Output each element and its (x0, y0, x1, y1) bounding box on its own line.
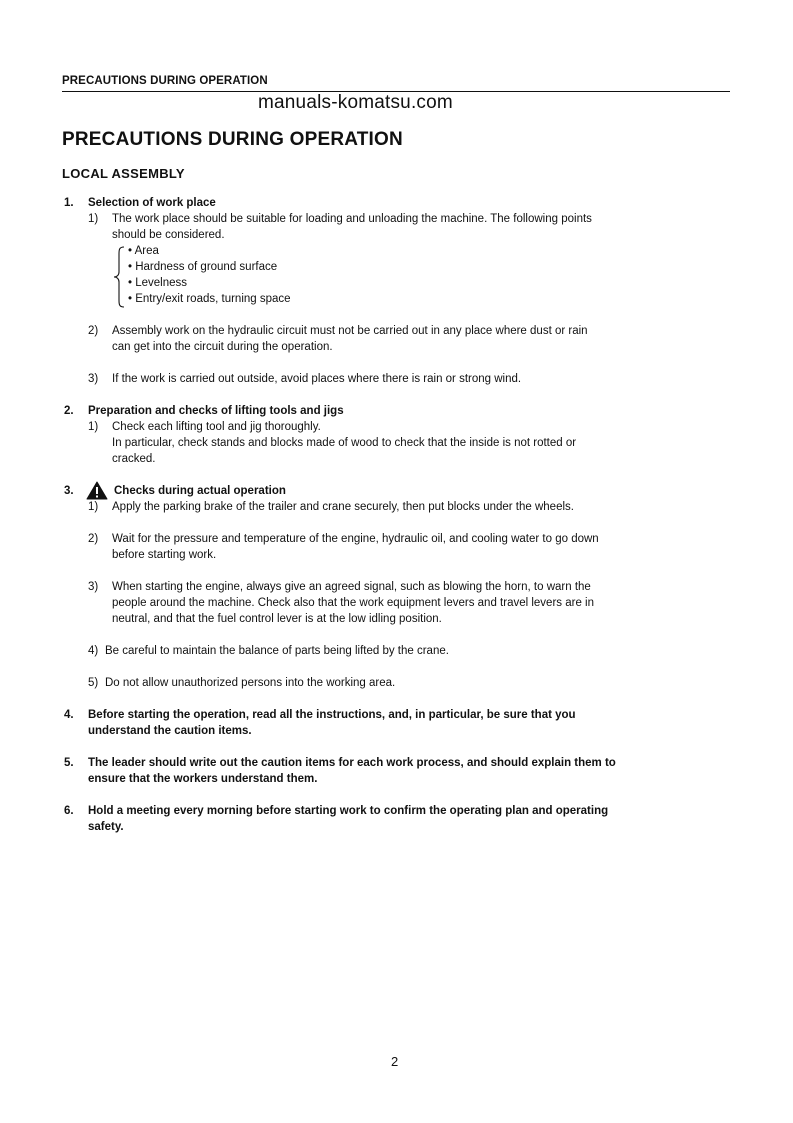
text-line: When starting the engine, always give an agreed signal, such as blowing the horn, to warn the (112, 581, 591, 593)
bullet-item: • Area (128, 245, 159, 257)
text-line: Wait for the pressure and temperature of the engine, hydraulic oil, and cooling water to go down (112, 533, 599, 545)
text-line: cracked. (112, 453, 156, 465)
sub-item-number: 5) (88, 677, 99, 689)
sub-item-number: 1) (88, 421, 99, 433)
text-line: safety. (88, 821, 124, 833)
page-title: PRECAUTIONS DURING OPERATION (62, 129, 403, 150)
text-line: If the work is carried out outside, avoid places where there is rain or strong wind. (112, 373, 522, 385)
text-line: Be careful to maintain the balance of parts being lifted by the crane. (105, 645, 449, 657)
bullet-item: • Levelness (128, 277, 188, 289)
text-line: Assembly work on the hydraulic circuit must not be carried out in any place where dust or rain (112, 325, 588, 337)
item-heading: Checks during actual operation (114, 485, 286, 497)
text-line: ensure that the workers understand them. (88, 773, 318, 785)
item-number: 1. (64, 197, 74, 209)
text-line: Do not allow unauthorized persons into the working area. (105, 677, 396, 689)
text-line: Hold a meeting every morning before starting work to confirm the operating plan and operating (88, 805, 609, 817)
text-line: before starting work. (112, 549, 217, 561)
item-number: 2. (64, 405, 74, 417)
sub-item-number: 3) (88, 581, 99, 593)
item-number: 6. (64, 805, 74, 817)
sub-item-number: 1) (88, 501, 99, 513)
sub-item-number: 4) (88, 645, 99, 657)
text-line: should be considered. (112, 229, 225, 241)
sub-item-number: 2) (88, 325, 99, 337)
text-line: people around the machine. Check also that the work equipment levers and travel levers are in (112, 597, 594, 609)
bullet-item: • Hardness of ground surface (128, 261, 278, 273)
item-heading: Selection of work place (88, 197, 216, 209)
text-line: The work place should be suitable for loading and unloading the machine. The following points (112, 213, 592, 225)
sub-item-number: 1) (88, 213, 99, 225)
text-line: neutral, and that the fuel control lever is at the low idling position. (112, 613, 442, 625)
text-line: The leader should write out the caution items for each work process, and should explain them to (88, 757, 616, 769)
watermark: manuals-komatsu.com (258, 92, 453, 113)
item-number: 5. (64, 757, 74, 769)
text-line: Apply the parking brake of the trailer and crane securely, then put blocks under the wheels. (112, 501, 574, 513)
warning-triangle-icon (86, 481, 108, 500)
page-number: 2 (391, 1054, 399, 1069)
item-heading: Preparation and checks of lifting tools and jigs (88, 405, 344, 417)
section-title: LOCAL ASSEMBLY (62, 166, 185, 181)
brace-icon (113, 246, 127, 308)
item-number: 3. (64, 485, 74, 497)
sub-item-number: 2) (88, 533, 99, 545)
text-line: can get into the circuit during the operation. (112, 341, 333, 353)
text-line: In particular, check stands and blocks made of wood to check that the inside is not rotted or (112, 437, 577, 449)
sub-item-number: 3) (88, 373, 99, 385)
item-number: 4. (64, 709, 74, 721)
text-line: understand the caution items. (88, 725, 252, 737)
text-line: Check each lifting tool and jig thoroughly. (112, 421, 321, 433)
bullet-item: • Entry/exit roads, turning space (128, 293, 291, 305)
text-line: Before starting the operation, read all the instructions, and, in particular, be sure that you (88, 709, 576, 721)
running-header: PRECAUTIONS DURING OPERATION (62, 75, 268, 87)
